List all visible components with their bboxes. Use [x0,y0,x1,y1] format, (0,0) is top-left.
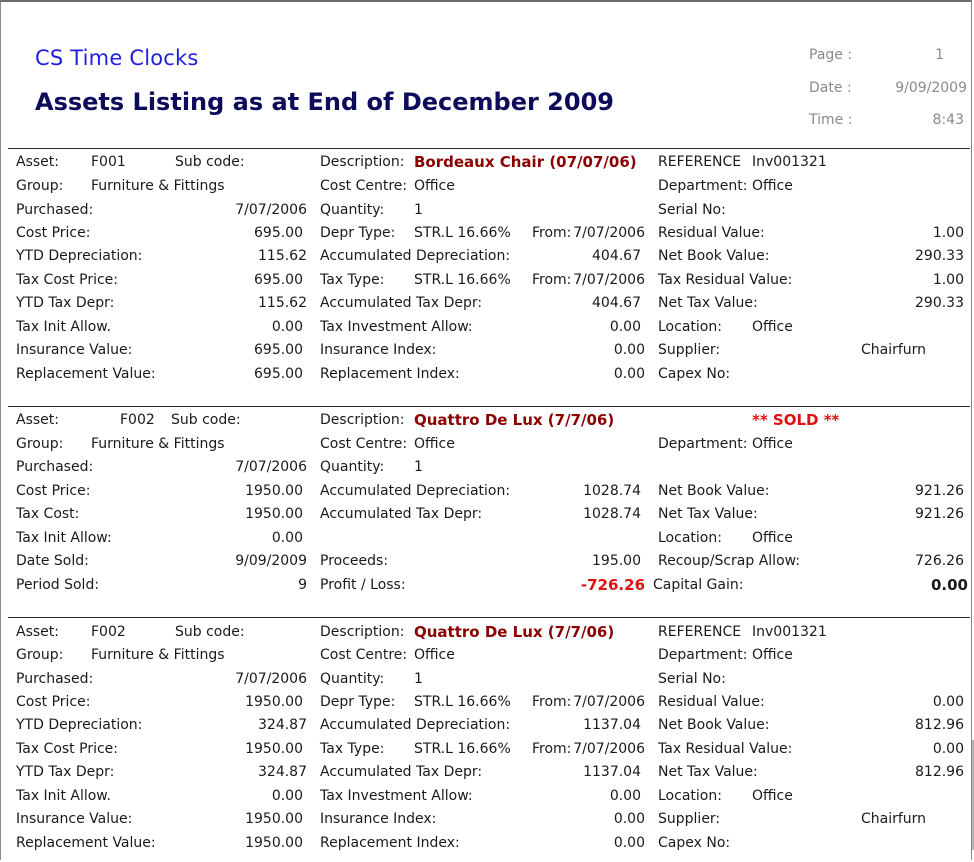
ytd-depr-value: 115.62 [258,248,307,264]
acc-depr-value: 404.67 [592,248,641,264]
tax-cost-label: Tax Cost Price: [16,272,118,288]
purchased-value: 7/07/2006 [235,202,307,218]
tax-type-label: Tax Type: [320,272,385,288]
recoup-value: 726.26 [915,553,964,569]
tax-residual-label: Tax Residual Value: [658,741,793,757]
tax-cost-value: 695.00 [254,272,303,288]
cost-centre-label: Cost Centre: [320,178,408,194]
ytd-depr-value: 324.87 [258,717,307,733]
subcode-label: Sub code: [171,412,241,428]
replacement-index-value: 0.00 [613,366,645,382]
from-value: 7/07/2006 [573,272,645,288]
subcode-label: Sub code: [175,624,245,640]
description-value: Bordeaux Chair (07/07/06) [414,153,637,171]
ytd-depr-label: YTD Depreciation: [16,717,143,733]
reference-label: REFERENCE [658,154,742,170]
section-divider [8,406,970,407]
company-name: CS Time Clocks [35,46,199,70]
description-label: Description: [320,624,405,640]
nbv-label: Net Book Value: [658,248,770,264]
ntv-value: 290.33 [915,295,964,311]
location-label: Location: [658,530,722,546]
proceeds-label: Proceeds: [320,553,389,569]
proceeds-value: 195.00 [592,553,641,569]
ytd-tax-value: 324.87 [258,764,307,780]
tax-cost-value: 1950.00 [245,506,303,522]
report-time: 8:43 [932,112,964,128]
replacement-index-value: 0.00 [613,835,645,851]
reference-value: Inv001321 [752,624,827,640]
section-divider [8,148,970,149]
ntv-value: 812.96 [915,764,964,780]
capex-label: Capex No: [658,835,731,851]
department-label: Department: [658,178,748,194]
cost-price-label: Cost Price: [16,694,91,710]
time-label: Time : [809,112,853,128]
from-label: From: [532,272,572,288]
reference-label: REFERENCE [658,624,742,640]
date-sold-value: 9/09/2009 [235,553,307,569]
ntv-value: 921.26 [915,506,964,522]
cost-price-value: 695.00 [254,225,303,241]
supplier-label: Supplier: [658,811,721,827]
cost-centre-value: Office [414,178,455,194]
location-value: Office [752,319,793,335]
cost-centre-value: Office [414,647,455,663]
asset-label: Asset: [16,624,59,640]
insurance-label: Insurance Value: [16,811,133,827]
tax-type-value: STR.L 16.66% [414,272,511,288]
nbv-value: 290.33 [915,248,964,264]
profit-loss-value: -726.26 [580,576,645,594]
capex-label: Capex No: [658,366,731,382]
nbv-value: 812.96 [915,717,964,733]
tax-invest-value: 0.00 [609,319,641,335]
group-value: Furniture & Fittings [91,436,225,452]
acc-tax-label: Accumulated Tax Depr: [320,764,483,780]
depr-type-value: STR.L 16.66% [414,225,511,241]
tax-init-value: 0.00 [271,319,303,335]
residual-value: 1.00 [932,225,964,241]
capital-gain-value: 0.00 [930,576,968,594]
supplier-value: Chairfurn [861,811,927,827]
ntv-label: Net Tax Value: [658,506,758,522]
serial-label: Serial No: [658,671,726,687]
residual-label: Residual Value: [658,225,765,241]
replacement-label: Replacement Value: [16,366,156,382]
quantity-label: Quantity: [320,671,385,687]
insurance-value: 695.00 [254,342,303,358]
section-divider [8,617,970,618]
cost-centre-label: Cost Centre: [320,436,408,452]
ntv-label: Net Tax Value: [658,764,758,780]
location-value: Office [752,788,793,804]
acc-depr-label: Accumulated Depreciation: [320,483,511,499]
tax-init-label: Tax Init Allow. [16,788,111,804]
sold-badge: ** SOLD ** [752,411,840,429]
ytd-tax-label: YTD Tax Depr: [16,295,115,311]
nbv-value: 921.26 [915,483,964,499]
location-label: Location: [658,788,722,804]
tax-init-label: Tax Init Allow: [16,530,112,546]
asset-code: F002 [91,624,126,640]
tax-residual-label: Tax Residual Value: [658,272,793,288]
ytd-depr-label: YTD Depreciation: [16,248,143,264]
insurance-label: Insurance Value: [16,342,133,358]
period-sold-label: Period Sold: [16,577,100,593]
from-label: From: [532,225,572,241]
period-sold-value: 9 [298,577,307,593]
acc-tax-value: 1137.04 [583,764,641,780]
tax-residual-value: 0.00 [932,741,964,757]
tax-cost-label: Tax Cost: [16,506,80,522]
location-label: Location: [658,319,722,335]
profit-loss-label: Profit / Loss: [320,577,406,593]
department-value: Office [752,647,793,663]
nbv-label: Net Book Value: [658,483,770,499]
purchased-label: Purchased: [16,671,94,687]
supplier-value: Chairfurn [861,342,927,358]
report-date: 9/09/2009 [895,80,967,96]
asset-label: Asset: [16,412,59,428]
purchased-value: 7/07/2006 [235,459,307,475]
date-sold-label: Date Sold: [16,553,89,569]
depr-type-label: Depr Type: [320,694,396,710]
tax-invest-label: Tax Investment Allow: [320,788,473,804]
cost-price-value: 1950.00 [245,483,303,499]
asset-code: F001 [91,154,126,170]
replacement-value: 1950.00 [245,835,303,851]
depr-type-value: STR.L 16.66% [414,694,511,710]
residual-label: Residual Value: [658,694,765,710]
supplier-label: Supplier: [658,342,721,358]
ntv-label: Net Tax Value: [658,295,758,311]
acc-depr-value: 1137.04 [583,717,641,733]
department-label: Department: [658,436,748,452]
description-value: Quattro De Lux (7/7/06) [414,411,615,429]
residual-value: 0.00 [932,694,964,710]
depr-type-label: Depr Type: [320,225,396,241]
insurance-index-label: Insurance Index: [320,342,437,358]
acc-tax-label: Accumulated Tax Depr: [320,295,483,311]
insurance-index-value: 0.00 [613,342,645,358]
page-label: Page : [809,47,853,63]
tax-residual-value: 1.00 [932,272,964,288]
date-label: Date : [809,80,852,96]
group-value: Furniture & Fittings [91,647,225,663]
recoup-label: Recoup/Scrap Allow: [658,553,801,569]
cost-centre-value: Office [414,436,455,452]
description-label: Description: [320,154,405,170]
from-value: 7/07/2006 [573,694,645,710]
cost-centre-label: Cost Centre: [320,647,408,663]
replacement-label: Replacement Value: [16,835,156,851]
quantity-label: Quantity: [320,459,385,475]
from-value: 7/07/2006 [573,741,645,757]
insurance-value: 1950.00 [245,811,303,827]
quantity-label: Quantity: [320,202,385,218]
acc-tax-value: 1028.74 [583,506,641,522]
tax-invest-label: Tax Investment Allow: [320,319,473,335]
location-value: Office [752,530,793,546]
from-label: From: [532,741,572,757]
ytd-tax-value: 115.62 [258,295,307,311]
quantity-value: 1 [414,202,423,218]
cost-price-label: Cost Price: [16,225,91,241]
acc-tax-value: 404.67 [592,295,641,311]
tax-type-value: STR.L 16.66% [414,741,511,757]
tax-type-label: Tax Type: [320,741,385,757]
group-label: Group: [16,647,64,663]
cost-price-value: 1950.00 [245,694,303,710]
page-number: 1 [935,47,944,63]
asset-code: F002 [120,412,155,428]
from-label: From: [532,694,572,710]
group-label: Group: [16,178,64,194]
quantity-value: 1 [414,459,423,475]
insurance-index-value: 0.00 [613,811,645,827]
nbv-label: Net Book Value: [658,717,770,733]
department-label: Department: [658,647,748,663]
tax-cost-value: 1950.00 [245,741,303,757]
replacement-value: 695.00 [254,366,303,382]
group-label: Group: [16,436,64,452]
acc-depr-label: Accumulated Depreciation: [320,717,511,733]
department-value: Office [752,436,793,452]
purchased-label: Purchased: [16,459,94,475]
acc-depr-label: Accumulated Depreciation: [320,248,511,264]
quantity-value: 1 [414,671,423,687]
reference-value: Inv001321 [752,154,827,170]
acc-tax-label: Accumulated Tax Depr: [320,506,483,522]
purchased-label: Purchased: [16,202,94,218]
from-value: 7/07/2006 [573,225,645,241]
insurance-index-label: Insurance Index: [320,811,437,827]
capital-gain-label: Capital Gain: [653,577,744,593]
ytd-tax-label: YTD Tax Depr: [16,764,115,780]
tax-init-value: 0.00 [271,788,303,804]
tax-cost-label: Tax Cost Price: [16,741,118,757]
group-value: Furniture & Fittings [91,178,225,194]
description-label: Description: [320,412,405,428]
description-value: Quattro De Lux (7/7/06) [414,623,615,641]
replacement-index-label: Replacement Index: [320,366,460,382]
tax-init-label: Tax Init Allow. [16,319,111,335]
replacement-index-label: Replacement Index: [320,835,460,851]
cost-price-label: Cost Price: [16,483,91,499]
department-value: Office [752,178,793,194]
acc-depr-value: 1028.74 [583,483,641,499]
purchased-value: 7/07/2006 [235,671,307,687]
subcode-label: Sub code: [175,154,245,170]
report-title: Assets Listing as at End of December 2009 [35,88,614,116]
serial-label: Serial No: [658,202,726,218]
tax-invest-value: 0.00 [609,788,641,804]
tax-init-value: 0.00 [271,530,303,546]
asset-label: Asset: [16,154,59,170]
